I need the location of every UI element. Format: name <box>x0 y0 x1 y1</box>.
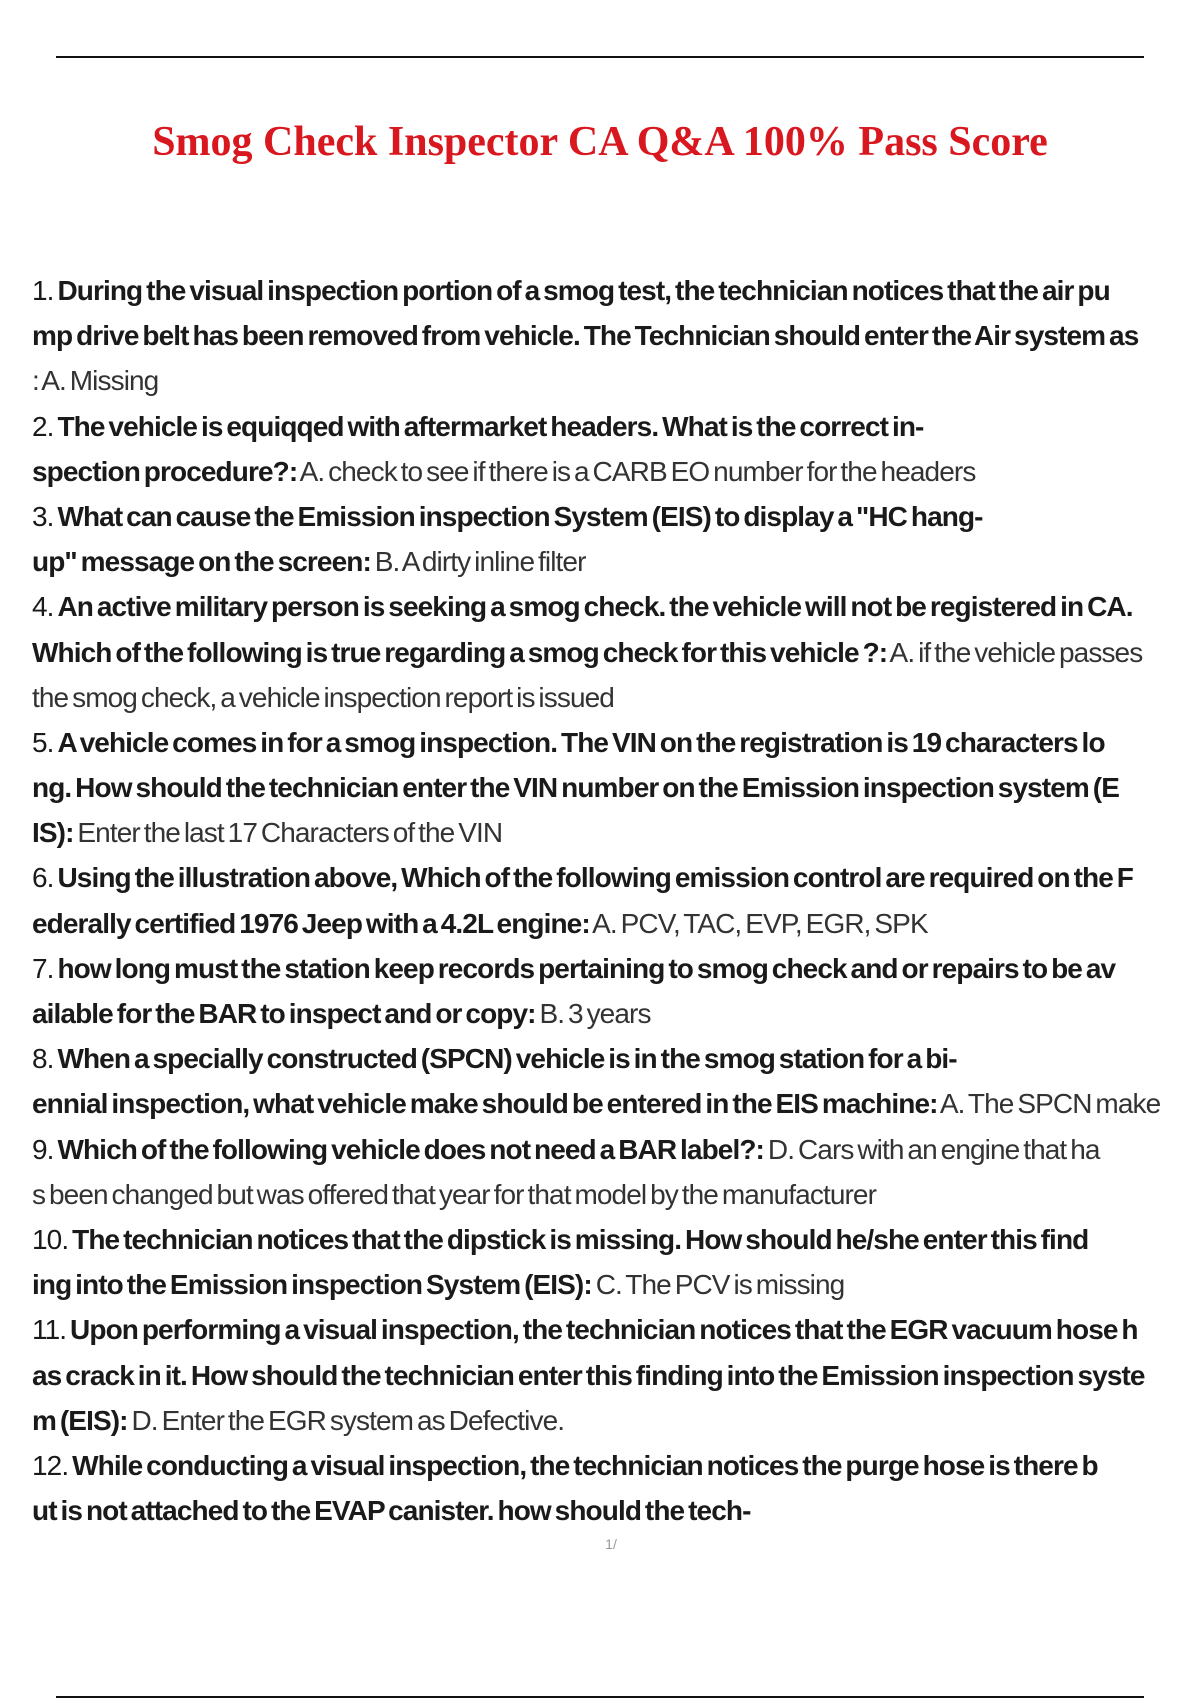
answer-text: : A. Missing <box>32 365 159 397</box>
question-text: m (EIS): <box>32 1404 128 1436</box>
qa-line <box>32 404 1200 449</box>
question-number: 8. <box>32 1043 54 1075</box>
question-text: ederally certified 1976 Jeep with a 4.2L engine: <box>32 907 590 939</box>
question-text: When a specially constructed (SPCN) vehicle is in the smog station for a bi- <box>57 1043 957 1075</box>
qa-line <box>32 855 1200 900</box>
qa-item <box>32 1443 1200 1533</box>
qa-item <box>32 494 1200 584</box>
question-text: ailable for the BAR to inspect and or copy: <box>32 998 536 1029</box>
answer-text: the smog check, a vehicle inspection report is issued <box>32 681 614 713</box>
question-text: as crack in it. How should the technician enter this finding into the Emission inspection syste <box>32 1359 1145 1391</box>
question-text: up" message on the screen: <box>32 546 371 578</box>
answer-text: D. Enter the EGR system as Defective. <box>131 1404 565 1436</box>
question-text: Which of the following is true regarding a smog check for this vehicle ?: <box>32 636 888 668</box>
qa-line <box>32 675 1200 720</box>
qa-item <box>32 1307 1200 1443</box>
qa-line <box>32 358 1200 403</box>
qa-item <box>32 1127 1200 1217</box>
qa-item <box>32 404 1200 494</box>
answer-text: D. Cars with an engine that ha <box>767 1133 1100 1165</box>
qa-line <box>32 1262 1200 1307</box>
qa-line <box>32 1307 1200 1352</box>
answer-text: C. The PCV is missing <box>595 1269 845 1301</box>
qa-item <box>32 720 1200 856</box>
page-number: 1/ <box>605 1536 617 1552</box>
top-divider <box>56 56 1144 58</box>
qa-line <box>32 810 1200 855</box>
qa-list <box>32 268 1200 1533</box>
qa-line <box>32 630 1200 675</box>
question-text: ng. How should the technician enter the VIN number on the Emission inspection system (E <box>32 772 1119 804</box>
qa-line <box>32 720 1200 765</box>
qa-line <box>32 268 1200 313</box>
qa-line <box>32 1127 1200 1172</box>
answer-text: A. The SPCN make <box>939 1088 1161 1120</box>
qa-line <box>32 1398 1200 1443</box>
question-number: 7. <box>32 952 54 984</box>
qa-line <box>32 1036 1200 1081</box>
answer-text: A. if the vehicle passes <box>889 636 1143 668</box>
qa-line <box>32 1081 1200 1126</box>
question-text: Upon performing a visual inspection, the technician notices that the EGR vacuum hose h <box>70 1314 1138 1346</box>
document-title: Smog Check Inspector CA Q&A 100% Pass Score <box>152 119 1048 165</box>
qa-line <box>32 584 1200 629</box>
question-number: 11. <box>32 1314 67 1346</box>
question-number: 10. <box>32 1223 69 1255</box>
question-number: 9. <box>32 1133 54 1165</box>
question-text: ing into the Emission inspection System (EIS): <box>32 1269 592 1301</box>
qa-line <box>32 991 1200 1036</box>
qa-line <box>32 1172 1200 1217</box>
question-text: The technician notices that the dipstick is missing. How should he/she enter this find <box>72 1223 1089 1255</box>
question-text: What can cause the Emission inspection System (EIS) to display a "HC hang- <box>57 500 983 532</box>
question-text: ennial inspection, what vehicle make should be entered in the EIS machine: <box>32 1088 938 1120</box>
qa-item <box>32 268 1200 404</box>
question-number: 1. <box>32 275 54 306</box>
qa-line <box>32 765 1200 810</box>
question-text: ut is not attached to the EVAP canister. how should the tech- <box>32 1495 751 1527</box>
question-text: mp drive belt has been removed from vehicle. The Technician should enter the Air system as <box>32 320 1139 352</box>
answer-text: A. check to see if there is a CARB EO number for the headers <box>299 455 976 487</box>
qa-line <box>32 494 1200 539</box>
question-number: 12. <box>32 1449 69 1481</box>
question-text: An active military person is seeking a smog check. the vehicle will not be registered in CA. <box>57 591 1133 623</box>
qa-item <box>32 584 1200 720</box>
question-text: During the visual inspection portion of a smog test, the technician notices that the air pu <box>57 275 1110 306</box>
question-text: While conducting a visual inspection, the technician notices the purge hose is there b <box>72 1449 1098 1481</box>
qa-line <box>32 901 1200 946</box>
question-number: 5. <box>32 726 54 758</box>
question-number: 2. <box>32 410 54 442</box>
answer-text: A. PCV, TAC, EVP, EGR, SPK <box>592 907 928 939</box>
qa-line <box>32 313 1200 358</box>
qa-line <box>32 1217 1200 1262</box>
qa-line <box>32 539 1200 584</box>
question-text: A vehicle comes in for a smog inspection. The VIN on the registration is 19 characters lo <box>57 726 1105 758</box>
question-number: 6. <box>32 862 54 894</box>
question-text: spection procedure?: <box>32 455 298 487</box>
question-text: Using the illustration above, Which of the following emission control are required on the F <box>57 862 1133 894</box>
answer-text: B. A dirty inline filter <box>374 546 586 578</box>
qa-item <box>32 946 1200 1036</box>
qa-item <box>32 1036 1200 1126</box>
question-number: 4. <box>32 591 54 623</box>
question-text: how long must the station keep records pertaining to smog check and or repairs to be av <box>57 952 1116 984</box>
bottom-divider <box>56 1696 1144 1698</box>
question-text: IS): <box>32 817 74 849</box>
qa-line <box>32 1488 1200 1533</box>
qa-line <box>32 1443 1200 1488</box>
answer-text: Enter the last 17 Characters of the VIN <box>77 817 503 849</box>
qa-line <box>32 1353 1200 1398</box>
question-number: 3. <box>32 500 54 532</box>
qa-item <box>32 855 1200 945</box>
qa-item <box>32 1217 1200 1307</box>
question-text: Which of the following vehicle does not need a BAR label?: <box>57 1133 764 1165</box>
qa-line <box>32 946 1200 991</box>
answer-text: s been changed but was offered that year for that model by the manufacturer <box>32 1178 877 1210</box>
question-text: The vehicle is equiqqed with aftermarket headers. What is the correct in- <box>57 410 924 442</box>
qa-line <box>32 449 1200 494</box>
answer-text: B. 3 years <box>539 998 651 1029</box>
